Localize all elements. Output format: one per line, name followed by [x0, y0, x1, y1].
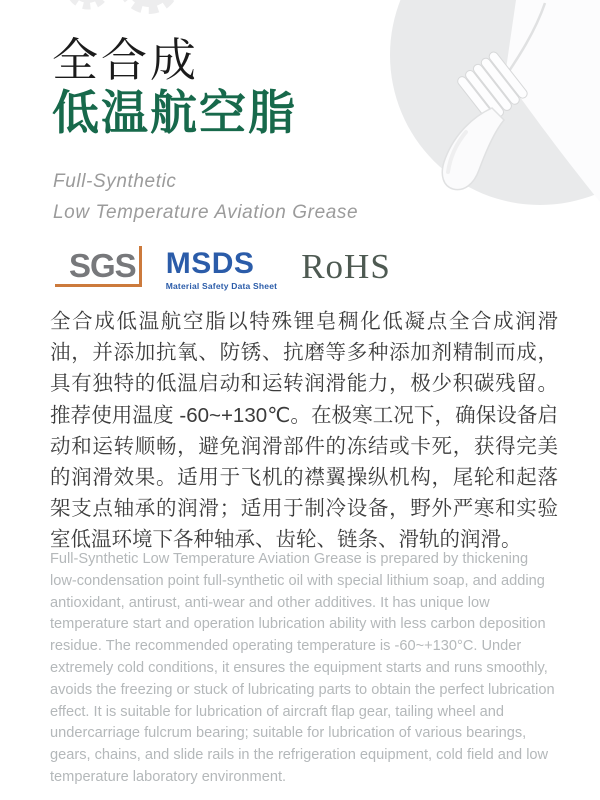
- rohs-logo: RoHS: [301, 247, 391, 286]
- sgs-logo-text: SGS: [69, 247, 136, 284]
- product-tube-image: [390, 0, 600, 222]
- msds-logo-subtext: Material Safety Data Sheet: [165, 281, 278, 291]
- certification-logos: [55, 246, 391, 291]
- subtitle-line1: Full-Synthetic: [53, 171, 177, 192]
- subtitle-en: [53, 167, 358, 229]
- sgs-logo: [55, 246, 142, 287]
- gear-icon: [55, 0, 225, 22]
- description-chinese: 全合成低温航空脂以特殊锂皂稠化低凝点全合成润滑油，并添加抗氧、防锈、抗磨等多种添加剂精制而成，具有独特的低温启动和运转润滑能力，极少积碳残留。推荐使用温度 -60~+130℃。在极寒工况下，确保设备启动和运转顺畅，避免润滑部件的冻结或卡死，获得完美的润滑效果。适用于飞机的襟翼操纵机构，尾轮和起落架支点轴承的润滑；适用于制冷设备，野外严寒和实验室低温环境下各种轴承、齿轮、链条、滑轨的润滑。: [50, 310, 558, 552]
- gear-decoration: [55, 0, 225, 22]
- title-line2-cn: 低温航空脂: [52, 86, 297, 140]
- msds-logo-text: MSDS: [165, 247, 255, 280]
- title-line1-cn: 全合成: [52, 34, 199, 86]
- description-english: Full-Synthetic Low Temperature Aviation Grease is prepared by thickening low-condensation point full-synthetic oil with special lithium soap, and adding antioxidant, antirust, anti-wear and other additives. It has unique low temperature start and operation lubrication ability with less carbon deposition residue. The recommended operating temperature is -60~+130°C. Under extremely cold conditions, it ensures the equipment starts and runs smoothly, avoids the freezing or stuck of lubricating parts to obtain the perfect lubrication effect. It is suitable for lubrication of aircraft flap gear, tailing wheel and undercarriage fulcrum bearing; suitable for lubrication of various bearings, gears, chains, and slide rails in the refrigeration equipment, cold field and low temperature laboratory environment.: [50, 551, 555, 785]
- subtitle-line2: Low Temperature Aviation Grease: [53, 201, 359, 223]
- msds-logo: [166, 249, 278, 291]
- page-title: [52, 33, 297, 140]
